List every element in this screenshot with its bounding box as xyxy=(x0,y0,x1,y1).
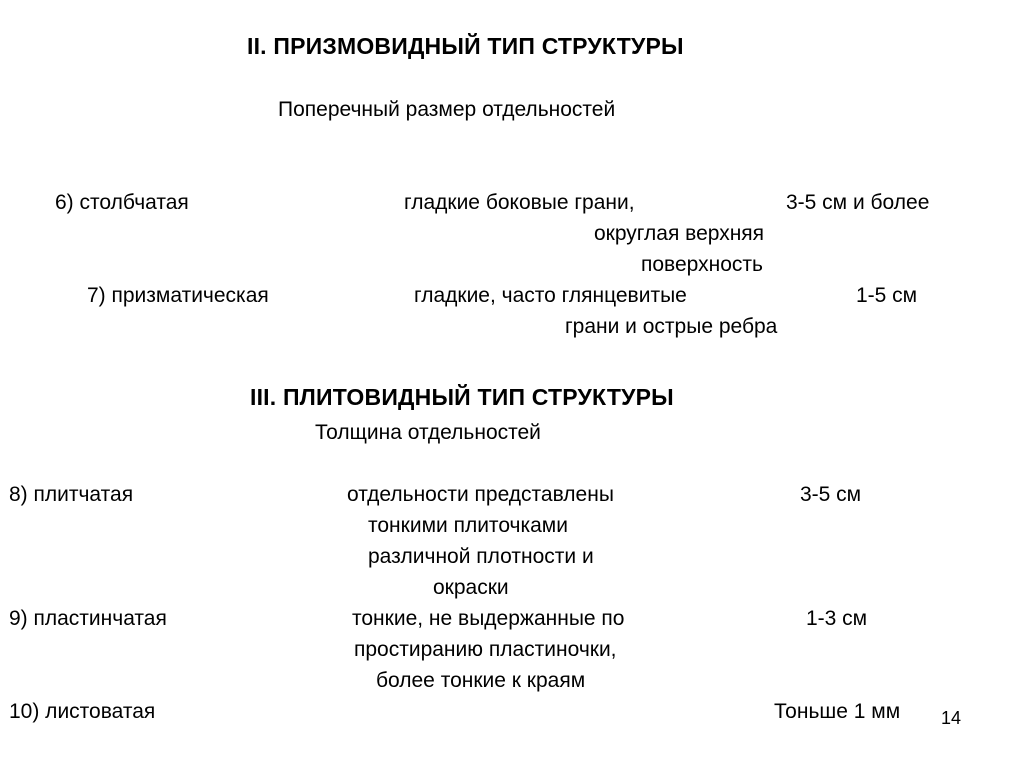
section-2-subtitle: Поперечный размер отдельностей xyxy=(278,98,616,121)
row-10-name: 10) листоватая xyxy=(9,700,156,723)
row-8-size: 3-5 см xyxy=(800,483,862,506)
row-8-desc-line-2: тонкими плиточками xyxy=(368,514,568,537)
row-6-desc-line-2: округлая верхняя xyxy=(594,222,765,245)
section-3-subtitle: Толщина отдельностей xyxy=(315,421,541,444)
row-9-desc-line-3: более тонкие к краям xyxy=(376,669,586,692)
row-6-desc-line-1: гладкие боковые грани, xyxy=(404,191,635,214)
row-8-name: 8) плитчатая xyxy=(9,483,134,506)
page-number: 14 xyxy=(941,708,962,728)
row-8-desc-line-4: окраски xyxy=(433,576,509,599)
row-7-desc-line-2: грани и острые ребра xyxy=(565,315,778,338)
row-9-name: 9) пластинчатая xyxy=(9,607,167,630)
row-10-size: Тоньше 1 мм xyxy=(774,700,901,723)
row-6-name: 6) столбчатая xyxy=(55,191,189,214)
section-3-title: III. ПЛИТОВИДНЫЙ ТИП СТРУКТУРЫ xyxy=(250,384,674,410)
row-7-desc-line-1: гладкие, часто глянцевитые xyxy=(414,284,687,307)
row-9-desc-line-2: простиранию пластиночки, xyxy=(354,638,617,661)
row-8-desc-line-3: различной плотности и xyxy=(368,545,594,568)
row-9-desc-line-1: тонкие, не выдержанные по xyxy=(352,607,625,630)
row-6-desc-line-3: поверхность xyxy=(641,253,763,276)
row-9-size: 1-3 см xyxy=(806,607,868,630)
row-7-size: 1-5 см xyxy=(856,284,918,307)
row-7-name: 7) призматическая xyxy=(87,284,269,307)
row-6-size: 3-5 см и более xyxy=(786,191,930,214)
row-8-desc-line-1: отдельности представлены xyxy=(347,483,614,506)
section-2-title: II. ПРИЗМОВИДНЫЙ ТИП СТРУКТУРЫ xyxy=(247,33,684,59)
